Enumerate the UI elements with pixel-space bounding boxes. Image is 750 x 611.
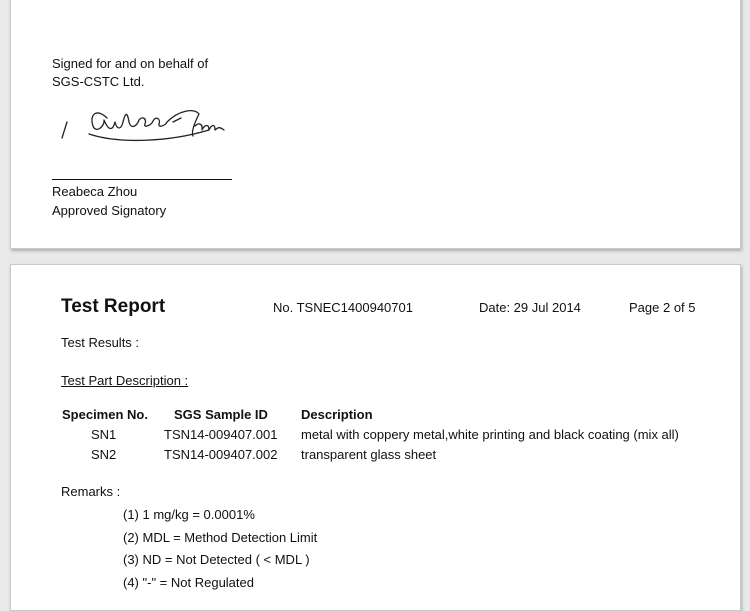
- column-header-description: Description: [301, 407, 373, 422]
- report-number: No. TSNEC1400940701: [273, 300, 413, 315]
- test-part-description-label: Test Part Description :: [61, 373, 189, 388]
- handwritten-signature: [49, 100, 239, 162]
- remark-3: (3) ND = Not Detected ( < MDL ): [123, 552, 310, 567]
- document-page-2: [10, 264, 741, 611]
- column-header-sample-id: SGS Sample ID: [174, 407, 268, 422]
- report-title: Test Report: [61, 296, 166, 317]
- remark-2: (2) MDL = Method Detection Limit: [123, 530, 318, 545]
- table-row-1-description: metal with coppery metal,white printing and black coating (mix all): [301, 427, 679, 442]
- page-number: Page 2 of 5: [629, 300, 696, 315]
- test-results-label: Test Results :: [61, 335, 140, 350]
- remark-1: (1) 1 mg/kg = 0.0001%: [123, 507, 255, 522]
- signatory-title: Approved Signatory: [52, 203, 167, 218]
- table-row-1-specimen: SN1: [91, 427, 117, 442]
- remark-4: (4) "-" = Not Regulated: [123, 575, 254, 590]
- signature-line: [52, 179, 232, 180]
- table-row-1-sample-id: TSN14-009407.001: [164, 427, 278, 442]
- column-header-specimen: Specimen No.: [62, 407, 148, 422]
- signed-on-behalf-line2: SGS-CSTC Ltd.: [52, 74, 145, 89]
- table-row-2-specimen: SN2: [91, 447, 117, 462]
- table-row-2-description: transparent glass sheet: [301, 447, 437, 462]
- signatory-name: Reabeca Zhou: [52, 184, 138, 199]
- table-row-2-sample-id: TSN14-009407.002: [164, 447, 278, 462]
- signed-on-behalf-line1: Signed for and on behalf of: [52, 56, 209, 71]
- remarks-label: Remarks :: [61, 484, 121, 499]
- document-page-1: [10, 0, 741, 249]
- report-date: Date: 29 Jul 2014: [479, 300, 581, 315]
